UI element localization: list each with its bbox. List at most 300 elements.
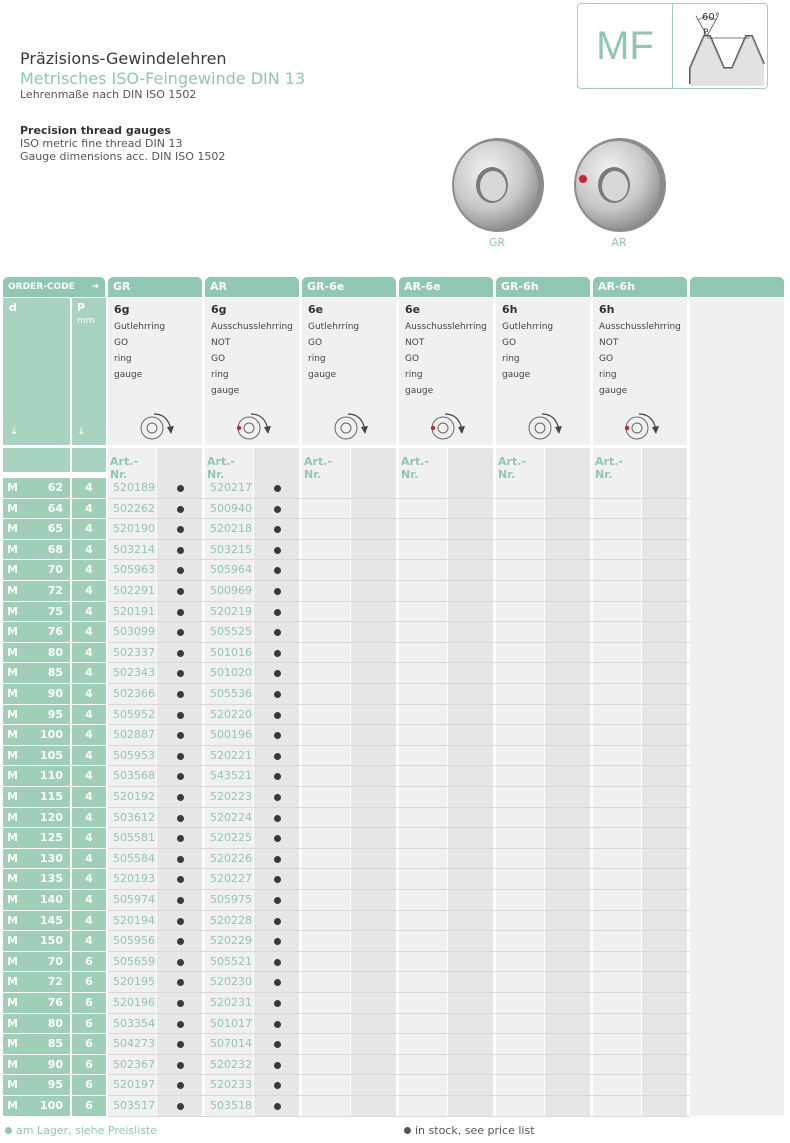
table-row: [3, 766, 690, 787]
diameter-value: 65: [47, 522, 63, 536]
diameter-value: 70: [47, 563, 63, 577]
description-de: Gutlehrring: [308, 322, 360, 332]
tolerance-label: 6g: [114, 303, 130, 316]
table-row: [3, 911, 690, 932]
go-ring-gauge-image: [448, 135, 548, 235]
thread-profile-icon: [676, 6, 766, 86]
gr-stock-dot: [177, 959, 184, 966]
tolerance-label: 6g: [211, 303, 227, 316]
table-row: [3, 849, 690, 870]
gr-article-number: 503099: [113, 625, 155, 639]
diameter-cell: [3, 602, 70, 622]
diameter-cell: [3, 684, 70, 704]
arrow-right-icon: ➜: [91, 282, 99, 292]
ar-article-number: 520231: [210, 996, 252, 1009]
thread-prefix: M: [7, 954, 18, 968]
thread-prefix: M: [7, 687, 18, 700]
p-subheader: [72, 448, 106, 472]
extra-column-header: [690, 277, 784, 297]
footer-right-text: in stock, see price list: [415, 1124, 535, 1137]
description-de: Ausschusslehrring: [405, 322, 487, 332]
diameter-value: 105: [40, 748, 63, 762]
pitch-cell: 4: [72, 540, 106, 560]
diameter-cell: [3, 1034, 70, 1054]
go-rotation-icon: [526, 412, 566, 442]
art-nr-label: Art.-Nr.: [595, 455, 623, 481]
table-row: [3, 1014, 690, 1035]
art-nr-label: Art.-Nr.: [110, 455, 138, 481]
diameter-value: 120: [40, 810, 63, 824]
thread-prefix: M: [7, 996, 18, 1009]
diameter-cell: [3, 725, 70, 745]
order-code-header: [3, 277, 105, 297]
ar-article-number: 520224: [210, 810, 252, 824]
table-row: [3, 931, 690, 952]
ar-article-number: 520221: [210, 748, 252, 762]
gr-article-number: 520192: [113, 790, 155, 803]
diameter-cell: [3, 746, 70, 766]
diameter-value: 62: [47, 481, 63, 494]
gr-article-number: 505953: [113, 748, 155, 762]
table-row: [3, 663, 690, 684]
diameter-value: 90: [47, 687, 63, 700]
diameter-value: 95: [47, 1078, 63, 1092]
ar-article-number: 503518: [210, 1099, 252, 1112]
description-en: GO ring gauge: [502, 338, 531, 380]
gr-article-number: 504273: [113, 1037, 155, 1051]
thread-prefix: M: [7, 563, 18, 577]
gr-article-number: 520190: [113, 522, 155, 536]
diameter-cell: [3, 519, 70, 539]
ar-article-number: 503215: [210, 542, 252, 556]
title-de: Präzisions-Gewindelehren: [20, 49, 227, 68]
table-row: [3, 540, 690, 561]
diameter-cell: [3, 993, 70, 1013]
table-row: [3, 684, 690, 705]
diameter-value: 80: [47, 1016, 63, 1030]
row-separator: [108, 1116, 690, 1117]
description-de: Ausschusslehrring: [211, 322, 293, 332]
gr-article-number: 505963: [113, 563, 155, 577]
ar-stock-dot: [274, 547, 281, 554]
ar-stock-dot: [274, 979, 281, 986]
footer-stock-de: [5, 1124, 157, 1137]
gr-article-number: 502343: [113, 666, 155, 680]
description-en: GO ring gauge: [308, 338, 337, 380]
header-en: [20, 124, 225, 164]
gr-stock-dot: [177, 815, 184, 822]
ar-article-number: 520225: [210, 831, 252, 845]
ar-article-number: 500196: [210, 728, 252, 742]
gr-stock-dot: [177, 506, 184, 513]
ar-stock-dot: [274, 938, 281, 945]
column-header-gr-6h: GR-6h: [496, 277, 590, 297]
d-label: d: [9, 301, 17, 314]
art-nr-label: Art.-Nr.: [207, 455, 235, 481]
gr-article-number: 520196: [113, 996, 155, 1009]
column-header-ar: AR: [205, 277, 299, 297]
diameter-value: 150: [40, 934, 63, 948]
pitch-cell: 6: [72, 1096, 106, 1116]
thread-prefix: M: [7, 975, 18, 989]
gr-article-number: 503612: [113, 810, 155, 824]
diameter-cell: [3, 952, 70, 972]
ar-stock-dot: [274, 567, 281, 574]
ar-article-number: 507014: [210, 1037, 252, 1051]
diameter-value: 70: [47, 954, 63, 968]
description-en: NOT GO ring gauge: [405, 338, 434, 396]
diameter-cell: [3, 705, 70, 725]
ar-stock-dot: [274, 897, 281, 904]
diameter-cell: [3, 1014, 70, 1034]
art-nr-label: Art.-Nr.: [401, 455, 429, 481]
diameter-cell: [3, 972, 70, 992]
gr-stock-dot: [177, 588, 184, 595]
order-code-label: ORDER-CODE: [8, 282, 75, 292]
ar-stock-dot: [274, 588, 281, 595]
diameter-value: 100: [40, 728, 63, 742]
p-unit: mm: [77, 316, 95, 326]
gr-article-number: 503354: [113, 1016, 155, 1030]
ar-stock-dot: [274, 712, 281, 719]
ar-article-number: 520219: [210, 604, 252, 618]
subtitle-de: Metrisches ISO-Feingewinde DIN 13: [20, 68, 306, 88]
gr-stock-dot: [177, 691, 184, 698]
pitch-cell: 6: [72, 1014, 106, 1034]
diameter-value: 115: [40, 790, 63, 803]
ar-stock-dot: [274, 1041, 281, 1048]
diameter-value: 76: [47, 996, 63, 1009]
table-row: [3, 972, 690, 993]
ar-stock-dot: [274, 959, 281, 966]
nogo-rotation-icon: [429, 412, 469, 442]
thread-prefix: M: [7, 1057, 18, 1071]
gr-stock-dot: [177, 1021, 184, 1028]
gr-stock-dot: [177, 485, 184, 492]
nogo-rotation-icon: [623, 412, 663, 442]
diameter-cell: [3, 581, 70, 601]
pitch-cell: 4: [72, 787, 106, 807]
gr-stock-dot: [177, 856, 184, 863]
gr-stock-dot: [177, 876, 184, 883]
ar-article-number: 500940: [210, 501, 252, 515]
ar-article-number: 520217: [210, 481, 252, 494]
diameter-value: 100: [40, 1099, 63, 1112]
ar-stock-dot: [274, 609, 281, 616]
pitch-cell: 4: [72, 560, 106, 580]
angle-label: 60°: [702, 12, 720, 23]
ar-stock-dot: [274, 794, 281, 801]
gr-article-number: 502337: [113, 645, 155, 659]
gr-stock-dot: [177, 1082, 184, 1089]
gr-article-number: 520197: [113, 1078, 155, 1092]
diameter-value: 110: [40, 769, 63, 783]
pitch-cell: 4: [72, 705, 106, 725]
pitch-cell: 4: [72, 663, 106, 683]
ar-stock-dot: [274, 1082, 281, 1089]
gr-article-number: 503517: [113, 1099, 155, 1112]
pitch-cell: 6: [72, 993, 106, 1013]
gr-article-number: 503568: [113, 769, 155, 783]
dark-dot-icon: [404, 1127, 411, 1134]
column-header-gr: GR: [108, 277, 202, 297]
diameter-cell: [3, 911, 70, 931]
thread-prefix: M: [7, 790, 18, 803]
gr-article-number: 505584: [113, 851, 155, 865]
ar-stock-dot: [274, 835, 281, 842]
ar-stock-dot: [274, 773, 281, 780]
pitch-cell: 4: [72, 478, 106, 498]
table-row: [3, 725, 690, 746]
thread-prefix: M: [7, 831, 18, 845]
gr-stock-dot: [177, 1062, 184, 1069]
table-row: [3, 787, 690, 808]
gr-stock-dot: [177, 835, 184, 842]
gr-stock-dot: [177, 918, 184, 925]
diameter-value: 140: [40, 893, 63, 906]
table-row: [3, 952, 690, 973]
diameter-value: 80: [47, 645, 63, 659]
gr-stock-dot: [177, 629, 184, 636]
tolerance-label: 6h: [502, 303, 518, 316]
ar-article-number: 520220: [210, 707, 252, 721]
pitch-cell: 4: [72, 684, 106, 704]
gr-stock-dot: [177, 609, 184, 616]
ar-stock-dot: [274, 629, 281, 636]
tolerance-label: 6e: [405, 303, 421, 316]
diameter-cell: [3, 787, 70, 807]
ar-stock-dot: [274, 753, 281, 760]
thread-prefix: M: [7, 604, 18, 618]
gr-stock-dot: [177, 1000, 184, 1007]
ar-article-number: 520227: [210, 872, 252, 886]
thread-prefix: M: [7, 934, 18, 948]
diameter-cell: [3, 560, 70, 580]
diameter-cell: [3, 1075, 70, 1095]
go-rotation-icon: [332, 412, 372, 442]
diameter-value: 135: [40, 872, 63, 886]
diameter-value: 76: [47, 625, 63, 639]
nogo-rotation-icon: [235, 412, 275, 442]
thread-prefix: M: [7, 542, 18, 556]
gr-stock-dot: [177, 712, 184, 719]
thread-code: MF: [578, 4, 673, 88]
pitch-cell: 4: [72, 746, 106, 766]
thread-prefix: M: [7, 1078, 18, 1092]
diameter-value: 95: [47, 707, 63, 721]
gr-stock-dot: [177, 1103, 184, 1110]
thread-prefix: M: [7, 481, 18, 494]
gr-image-label: GR: [488, 236, 506, 249]
diameter-value: 72: [47, 584, 63, 597]
table-row: [3, 828, 690, 849]
thread-prefix: M: [7, 810, 18, 824]
diameter-cell: [3, 499, 70, 519]
d-header: [3, 298, 70, 445]
gr-article-number: 520195: [113, 975, 155, 989]
gr-article-number: 520191: [113, 604, 155, 618]
pitch-cell: 4: [72, 911, 106, 931]
table-row: [3, 478, 690, 499]
table-row: [3, 869, 690, 890]
subtitle-en: ISO metric fine thread DIN 13: [20, 137, 183, 151]
gr-article-number: 502366: [113, 687, 155, 700]
ar-stock-dot: [274, 1103, 281, 1110]
thread-prefix: M: [7, 872, 18, 886]
thread-prefix: M: [7, 728, 18, 742]
ar-article-number: 520232: [210, 1057, 252, 1071]
ar-article-number: 505521: [210, 954, 252, 968]
gr-article-number: 505581: [113, 831, 155, 845]
diameter-cell: [3, 540, 70, 560]
diameter-cell: [3, 766, 70, 786]
table-row: [3, 560, 690, 581]
pitch-cell: 6: [72, 1055, 106, 1075]
gr-article-number: 520193: [113, 872, 155, 886]
description-de: Gutlehrring: [114, 322, 166, 332]
extra-column: [690, 298, 784, 1116]
ar-stock-dot: [274, 1000, 281, 1007]
table-row: [3, 499, 690, 520]
ar-stock-dot: [274, 1021, 281, 1028]
pitch-cell: 6: [72, 972, 106, 992]
pitch-cell: 4: [72, 890, 106, 910]
gr-stock-dot: [177, 897, 184, 904]
gr-stock-dot: [177, 794, 184, 801]
description-en: NOT GO ring gauge: [599, 338, 628, 396]
header-de: [20, 50, 305, 101]
ar-stock-dot: [274, 485, 281, 492]
pitch-cell: 4: [72, 725, 106, 745]
gr-stock-dot: [177, 547, 184, 554]
description-de: Gutlehrring: [502, 322, 554, 332]
table-row: [3, 519, 690, 540]
tolerance-label: 6e: [308, 303, 324, 316]
title-en: Precision thread gauges: [20, 124, 171, 137]
thread-prefix: M: [7, 851, 18, 865]
pitch-cell: 4: [72, 643, 106, 663]
ar-stock-dot: [274, 650, 281, 657]
ar-article-number: 500969: [210, 584, 252, 597]
ar-article-number: 520226: [210, 851, 252, 865]
down-arrow-icon: ↓: [10, 426, 19, 437]
pitch-cell: 4: [72, 581, 106, 601]
ar-article-number: 520223: [210, 790, 252, 803]
pitch-cell: 4: [72, 849, 106, 869]
gr-article-number: 502262: [113, 501, 155, 515]
norm-de: Lehrenmaße nach DIN ISO 1502: [20, 88, 197, 102]
pitch-cell: 4: [72, 869, 106, 889]
diameter-cell: [3, 622, 70, 642]
table-row: [3, 1096, 690, 1117]
ar-article-number: 520233: [210, 1078, 252, 1092]
ar-article-number: 505964: [210, 563, 252, 577]
ar-article-number: 501017: [210, 1016, 252, 1030]
ar-stock-dot: [274, 876, 281, 883]
description-en: GO ring gauge: [114, 338, 143, 380]
ar-stock-dot: [274, 526, 281, 533]
gr-stock-dot: [177, 567, 184, 574]
diameter-value: 125: [40, 831, 63, 845]
diameter-value: 72: [47, 975, 63, 989]
gr-article-number: 505956: [113, 934, 155, 948]
pitch-cell: 4: [72, 828, 106, 848]
table-row: [3, 1055, 690, 1076]
ar-article-number: 505975: [210, 893, 252, 906]
gr-article-number: 520194: [113, 913, 155, 927]
gr-stock-dot: [177, 938, 184, 945]
ar-article-number: 505525: [210, 625, 252, 639]
gr-article-number: 502367: [113, 1057, 155, 1071]
ar-stock-dot: [274, 1062, 281, 1069]
column-header-ar-6h: AR-6h: [593, 277, 687, 297]
gr-article-number: 503214: [113, 542, 155, 556]
gr-stock-dot: [177, 650, 184, 657]
gr-stock-dot: [177, 670, 184, 677]
gr-article-number: 502887: [113, 728, 155, 742]
table-row: [3, 643, 690, 664]
thread-prefix: M: [7, 769, 18, 783]
gr-article-number: 520189: [113, 481, 155, 494]
diameter-value: 130: [40, 851, 63, 865]
tolerance-label: 6h: [599, 303, 615, 316]
diameter-value: 145: [40, 913, 63, 927]
ar-article-number: 520218: [210, 522, 252, 536]
gr-article-number: 505974: [113, 893, 155, 906]
ar-stock-dot: [274, 732, 281, 739]
diameter-cell: [3, 849, 70, 869]
gr-article-number: 502291: [113, 584, 155, 597]
pitch-cell: 4: [72, 602, 106, 622]
table-row: [3, 993, 690, 1014]
ar-stock-dot: [274, 918, 281, 925]
description-en: NOT GO ring gauge: [211, 338, 240, 396]
diameter-cell: [3, 869, 70, 889]
diameter-cell: [3, 663, 70, 683]
thread-prefix: M: [7, 707, 18, 721]
green-dot-icon: [5, 1127, 12, 1134]
diameter-value: 90: [47, 1057, 63, 1071]
ar-article-number: 505536: [210, 687, 252, 700]
pitch-cell: 6: [72, 1075, 106, 1095]
norm-en: Gauge dimensions acc. DIN ISO 1502: [20, 150, 226, 164]
table-row: [3, 705, 690, 726]
pitch-cell: 4: [72, 931, 106, 951]
ar-image-label: AR: [611, 236, 627, 249]
ar-stock-dot: [274, 670, 281, 677]
ar-article-number: 520230: [210, 975, 252, 989]
thread-prefix: M: [7, 666, 18, 680]
diameter-cell: [3, 478, 70, 498]
diameter-value: 68: [47, 542, 63, 556]
gr-article-number: 505952: [113, 707, 155, 721]
p-label: P: [77, 301, 86, 314]
thread-prefix: M: [7, 1099, 18, 1112]
thread-type-badge: [577, 3, 768, 89]
thread-prefix: M: [7, 748, 18, 762]
diameter-cell: [3, 1055, 70, 1075]
gr-stock-dot: [177, 1041, 184, 1048]
gr-stock-dot: [177, 732, 184, 739]
gr-stock-dot: [177, 526, 184, 533]
table-row: [3, 622, 690, 643]
ar-stock-dot: [274, 691, 281, 698]
pitch-cell: 4: [72, 766, 106, 786]
thread-prefix: M: [7, 625, 18, 639]
ar-article-number: 520228: [210, 913, 252, 927]
footer-left-text: am Lager, siehe Preisliste: [16, 1124, 158, 1137]
thread-prefix: M: [7, 893, 18, 906]
